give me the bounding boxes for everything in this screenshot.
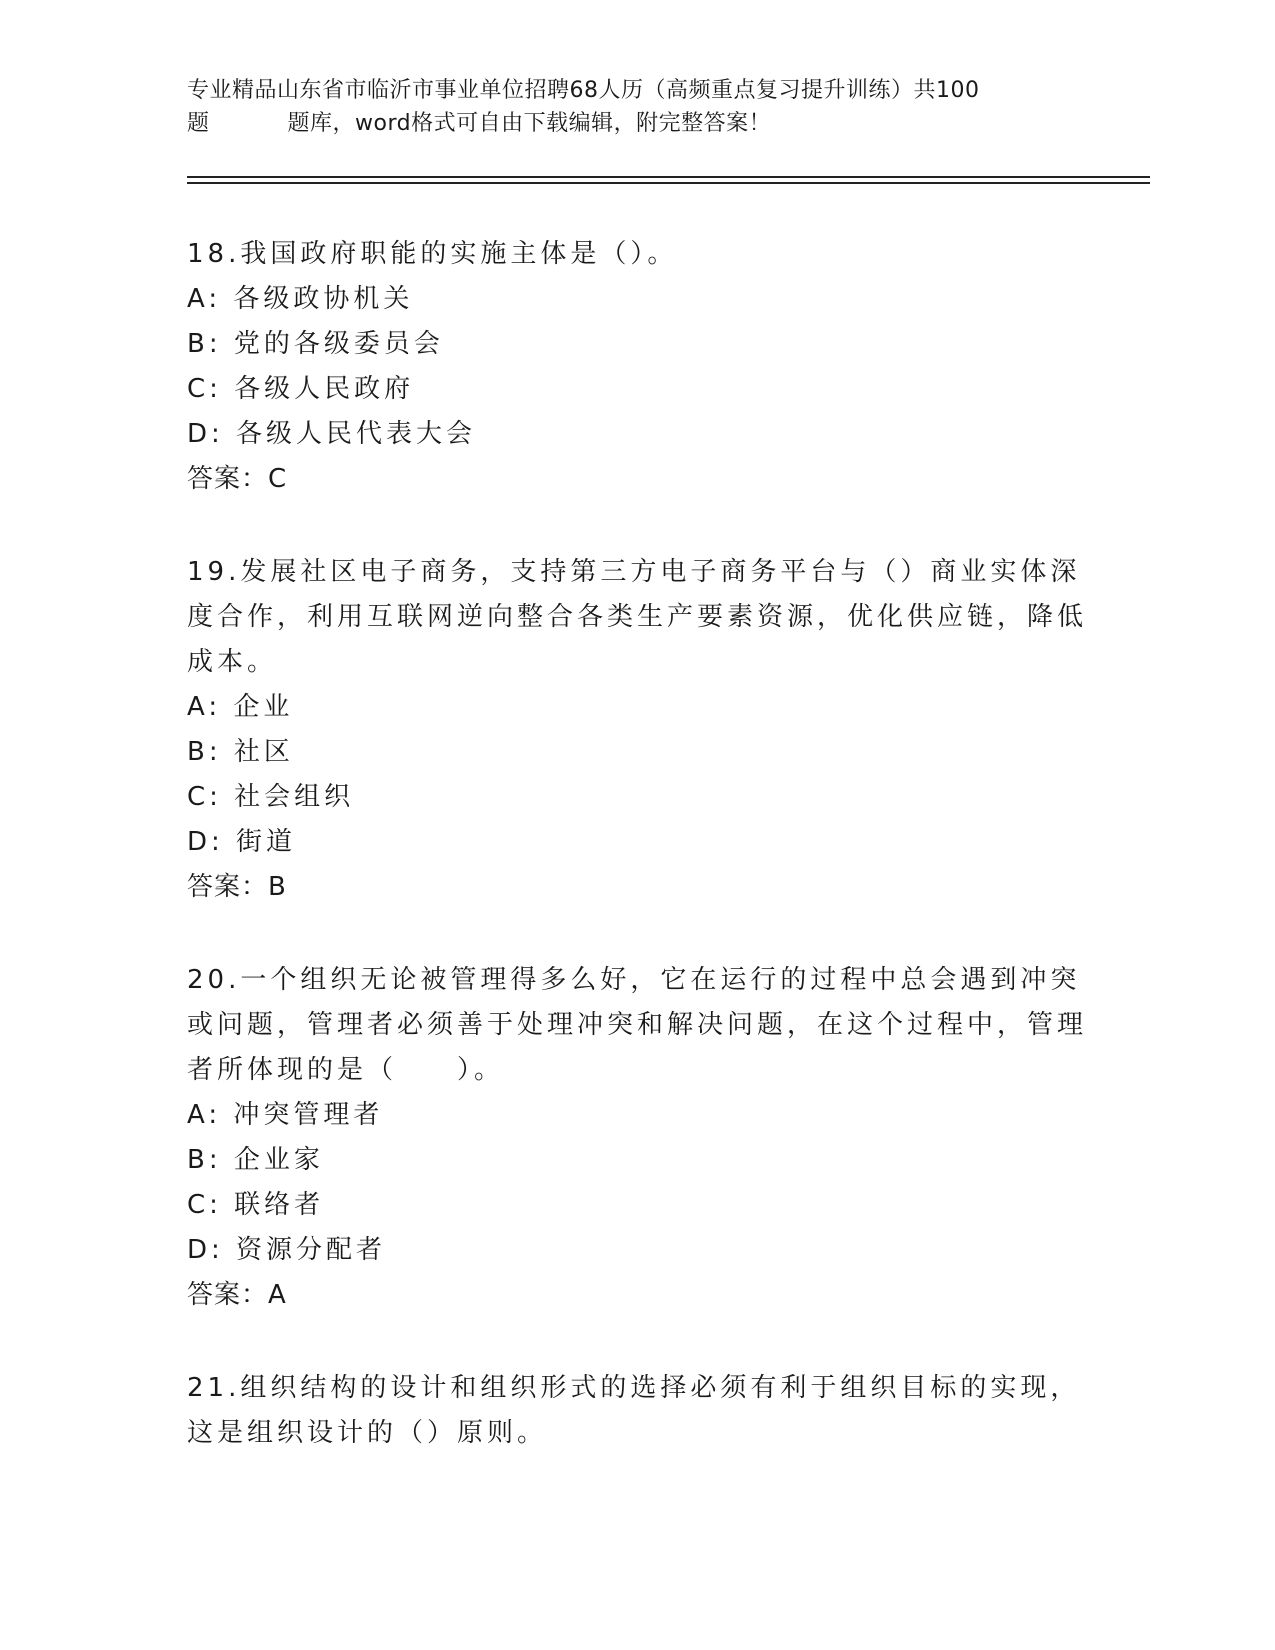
answer-line: 答案：A — [187, 1280, 287, 1310]
option-b: B: 党的各级委员会 — [187, 329, 444, 359]
option-d: D: 街道 — [187, 827, 297, 857]
question-20 — [187, 958, 1087, 1318]
option-c: C: 联络者 — [187, 1190, 325, 1220]
answer-line: 答案：C — [187, 464, 288, 494]
option-a: A: 冲突管理者 — [187, 1100, 384, 1130]
option-b: B: 企业家 — [187, 1145, 324, 1175]
answer-line: 答案：B — [187, 872, 287, 902]
option-c: C: 各级人民政府 — [187, 374, 415, 404]
option-d: D: 各级人民代表大会 — [187, 419, 477, 449]
question-stem: 21.组织结构的设计和组织形式的选择必须有利于组织目标的实现，这是组织设计的（）原则。 — [187, 1373, 1081, 1448]
option-a: A: 各级政协机关 — [187, 284, 414, 314]
header-divider-thick — [187, 176, 1150, 178]
question-stem: 18.我国政府职能的实施主体是（）。 — [187, 239, 678, 269]
question-list — [187, 232, 1087, 1504]
question-21 — [187, 1366, 1087, 1456]
option-c: C: 社会组织 — [187, 782, 355, 812]
header-divider-thin — [187, 182, 1150, 184]
option-a: A: 企业 — [187, 692, 294, 722]
header-line-2-head: 题 — [187, 111, 210, 136]
option-d: D: 资源分配者 — [187, 1235, 387, 1265]
option-b: B: 社区 — [187, 737, 294, 767]
question-stem: 20.一个组织无论被管理得多么好，它在运行的过程中总会遇到冲突或问题，管理者必须善于处理冲突和解决问题，在这个过程中，管理者所体现的是（ ）。 — [187, 965, 1088, 1085]
question-19 — [187, 550, 1087, 910]
header-title-line-1: 专业精品山东省市临沂市事业单位招聘68人历（高频重点复习提升训练）共100 — [187, 78, 980, 103]
document-header — [187, 74, 1087, 140]
question-stem: 19.发展社区电子商务，支持第三方电子商务平台与（）商业实体深度合作，利用互联网逆向整合各类生产要素资源，优化供应链，降低成本。 — [187, 557, 1088, 677]
header-title-line-2 — [187, 107, 1087, 140]
header-line-2-tail: 题库，word格式可自由下载编辑，附完整答案！ — [287, 111, 772, 136]
question-18 — [187, 232, 1087, 502]
